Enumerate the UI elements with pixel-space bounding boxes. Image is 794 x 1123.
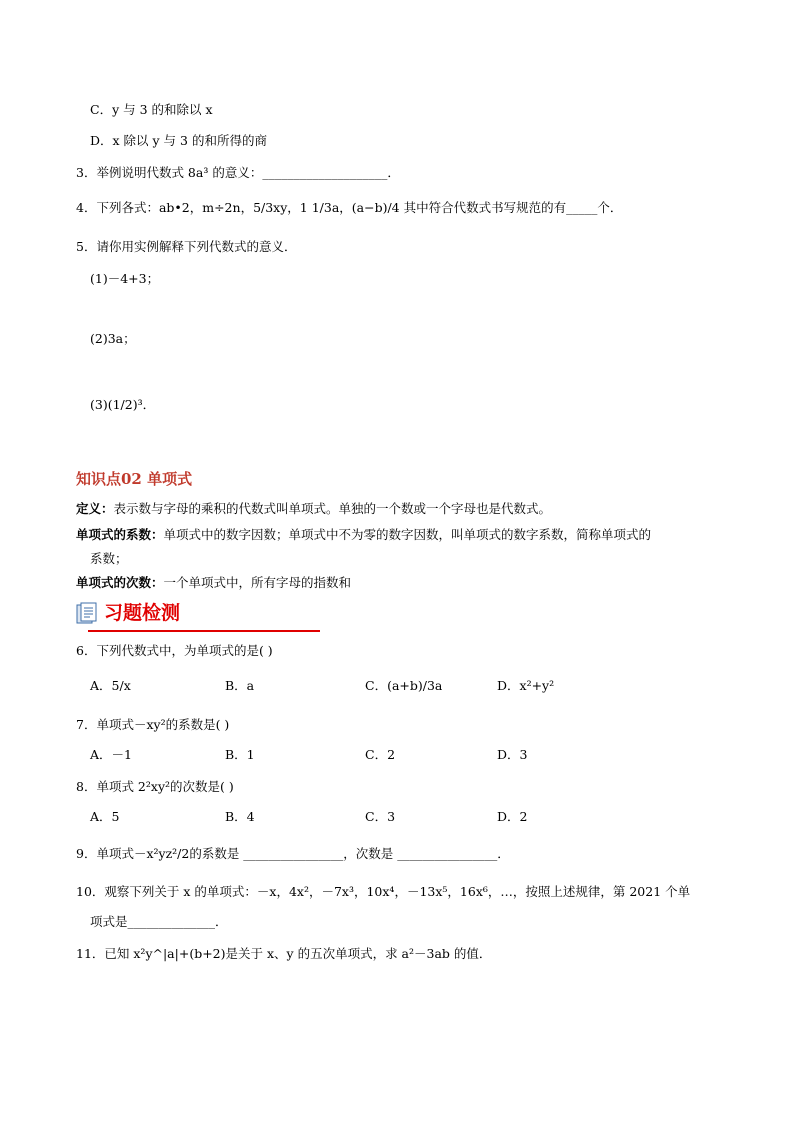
coefficient-label: 单项式的系数： [76,527,164,542]
degree-label: 单项式的次数： [76,575,164,590]
q7-option-c: C．2 [365,747,396,762]
q8-option-a: A．5 [90,809,120,824]
exercise-divider [88,630,320,632]
coefficient-line-2: 系数； [90,551,128,566]
definition-label: 定义： [76,501,114,516]
q7-option-b: B．1 [225,747,255,762]
q7-option-d: D．3 [497,747,528,762]
question-10: 10．观察下列关于 x 的单项式：－x，4x²，－7x³，10x⁴，－13x⁵，16x⁶，…，按照上述规律，第 2021 个单 [76,884,691,899]
q8-option-d: D．2 [497,809,528,824]
coefficient-text: 单项式中的数字因数；单项式中不为零的数字因数，叫单项式的数字系数，简称单项式的 [163,527,652,542]
question-5-part-1: (1)－4+3； [90,271,160,286]
question-5-text: 5．请你用实例解释下列代数式的意义． [76,239,297,254]
option-c [90,101,213,119]
question-10-line-2: 项式是______________． [90,914,228,929]
option-d [90,132,267,150]
question-7: 7．单项式－xy²的系数是( ) [76,717,230,732]
question-5 [76,238,296,256]
question-11: 11．已知 x²y^|a|+(b+2)是关于 x、y 的五次单项式，求 a²－3ab 的值． [76,946,492,961]
q8-option-b: B．4 [225,809,255,824]
exercise-title: 习题检测 [104,602,181,624]
q2-option-c-text: C．y 与 3 的和除以 x [90,102,213,117]
question-3-text: 3．举例说明代数式 8a³ 的意义：____________________． [76,165,400,180]
definition-line [76,500,551,518]
question-4-text: 4．下列各式：ab•2，m÷2n，5/3xy，1 1/3a，(a−b)/4 其中符合代数式书写规范的有_____个． [76,200,623,215]
coefficient-line [76,526,651,544]
question-8: 8．单项式 2²xy²的次数是( ) [76,779,234,794]
q6-option-b: B．a [225,678,255,693]
question-3 [76,164,400,182]
q2-option-d-text: D．x 除以 y 与 3 的和所得的商 [90,133,267,148]
q6-option-d: D．x²+y² [497,678,555,693]
q7-option-a: A．－1 [90,747,132,762]
question-4 [76,199,622,217]
book-icon [76,602,100,624]
question-5-part-3: (3)(1/2)³． [90,397,156,412]
knowledge-point-title: 知识点02 单项式 [76,470,193,488]
question-9: 9．单项式－x²yz²/2的系数是 ________________，次数是 ________________． [76,846,510,861]
question-6: 6．下列代数式中，为单项式的是( ) [76,643,273,658]
degree-text: 一个单项式中，所有字母的指数和 [163,575,352,590]
q6-option-a: A．5/x [90,678,131,693]
degree-line [76,574,351,592]
question-5-part-2: (2)3a； [90,331,136,346]
q6-option-c: C．(a+b)/3a [365,678,443,693]
q8-option-c: C．3 [365,809,396,824]
definition-text: 表示数与字母的乘积的代数式叫单项式。单独的一个数或一个字母也是代数式。 [113,501,552,516]
